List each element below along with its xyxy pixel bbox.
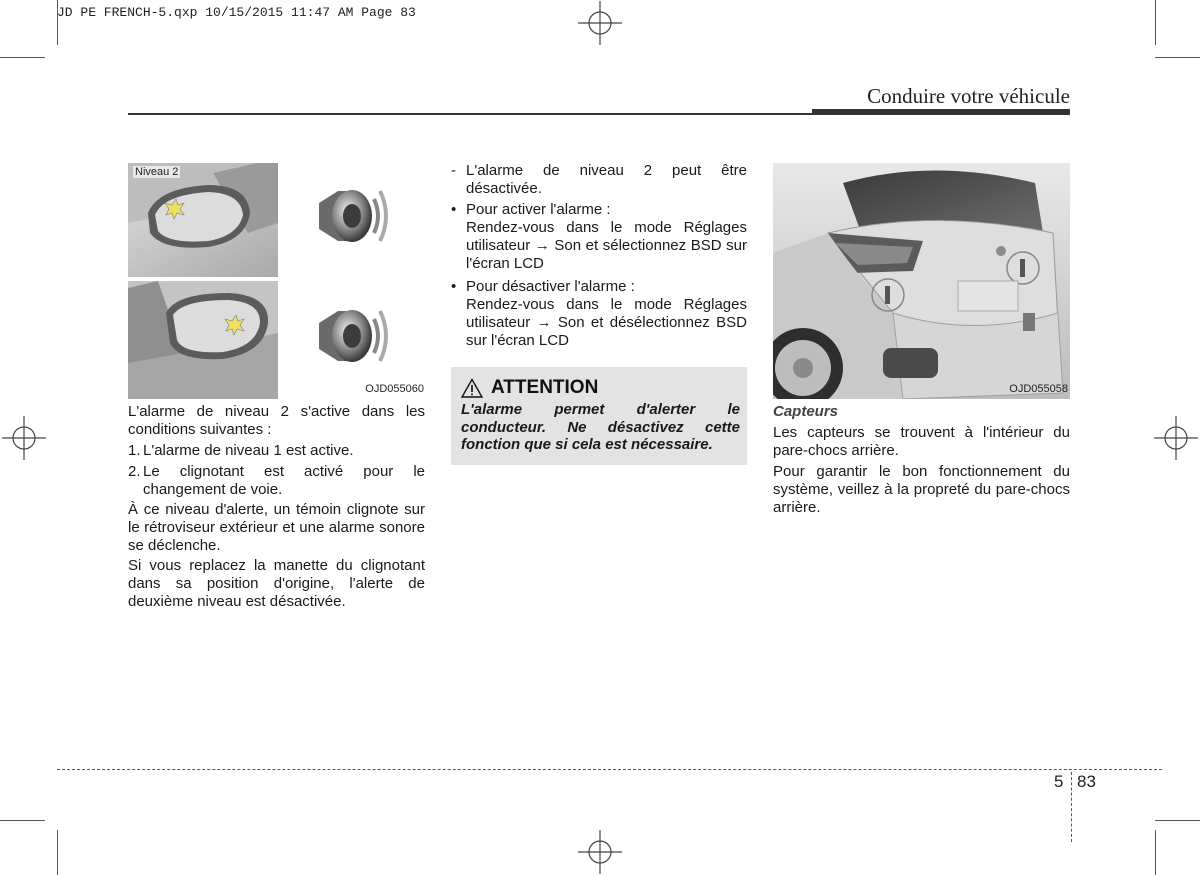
registration-mark-icon xyxy=(1154,416,1198,460)
crop-mark xyxy=(1155,57,1200,58)
body-paragraph: Les capteurs se trouvent à l'intérieur du pare-chocs arrière. xyxy=(773,424,1070,459)
body-paragraph: À ce niveau d'alerte, un témoin clignote sur le rétroviseur extérieur et une alarme sonore se déclenche. xyxy=(128,501,425,554)
condition-number: 2. xyxy=(128,463,141,480)
figure-code: OJD055058 xyxy=(1009,383,1068,395)
crop-mark xyxy=(57,830,58,875)
chapter-number: 5 xyxy=(1054,772,1064,791)
bullet-marker: • xyxy=(451,278,457,295)
body-paragraph: Si vous replacez la manette du clignotant dans sa position d'origine, l'alerte de deuxième niveau est désactivée. xyxy=(128,557,425,610)
figure-label: Niveau 2 xyxy=(135,166,179,178)
footer-rule xyxy=(57,769,1162,770)
figure-code: OJD055060 xyxy=(365,383,424,395)
dash-item-text: L'alarme de niveau 2 peut être désactivée. xyxy=(466,162,747,197)
page-number: 83 xyxy=(1077,772,1096,791)
mirror-illustration xyxy=(128,163,426,399)
crop-mark xyxy=(0,820,45,821)
bullet-marker: • xyxy=(451,201,457,218)
crop-mark xyxy=(1155,0,1156,45)
condition-item xyxy=(128,442,425,460)
header-rule xyxy=(128,113,828,115)
section-title: Conduire votre véhicule xyxy=(867,84,1070,108)
crop-mark xyxy=(1155,830,1156,875)
header-rule-bold xyxy=(812,109,1070,115)
condition-text: Le clignotant est activé pour le changement de voie. xyxy=(143,463,425,498)
bullet-title: Pour activer l'alarme : xyxy=(466,201,611,218)
attention-box xyxy=(451,367,747,465)
attention-text: L'alarme permet d'alerter le conducteur. Ne désactivez cette fonction que si cela est nécessaire. xyxy=(461,401,740,453)
print-slug: JD PE FRENCH-5.qxp 10/15/2015 11:47 AM Page 83 xyxy=(57,5,416,20)
footer-divider xyxy=(1071,772,1072,842)
registration-mark-icon xyxy=(578,1,622,45)
condition-number: 1. xyxy=(128,442,141,459)
attention-heading xyxy=(461,377,598,399)
car-figure xyxy=(773,163,1070,399)
dash-marker: - xyxy=(451,162,456,179)
bullet-text: Rendez-vous dans le mode Réglages utilisateur → Son et désélectionnez BSD sur l'écran LCD xyxy=(466,296,747,349)
mirror-figure xyxy=(128,163,426,399)
attention-title: ATTENTION xyxy=(491,377,599,398)
condition-text: L'alarme de niveau 1 est active. xyxy=(143,442,354,459)
bullet-item xyxy=(451,201,747,273)
body-paragraph: Pour garantir le bon fonctionnement du système, veillez à la propreté du pare-chocs arrière. xyxy=(773,463,1070,516)
bullet-text: Rendez-vous dans le mode Réglages utilisateur → Son et sélectionnez BSD sur l'écran LCD xyxy=(466,219,747,272)
warning-triangle-icon xyxy=(461,378,483,398)
registration-mark-icon xyxy=(2,416,46,460)
crop-mark xyxy=(1155,820,1200,821)
registration-mark-icon xyxy=(578,830,622,874)
rear-bumper-illustration xyxy=(773,163,1070,399)
crop-mark xyxy=(0,57,45,58)
dash-item xyxy=(451,162,747,198)
intro-paragraph: L'alarme de niveau 2 s'active dans les conditions suivantes : xyxy=(128,403,425,438)
bullet-title: Pour désactiver l'alarme : xyxy=(466,278,635,295)
subheading: Capteurs xyxy=(773,403,839,420)
condition-item xyxy=(128,463,425,499)
bullet-item xyxy=(451,278,747,350)
